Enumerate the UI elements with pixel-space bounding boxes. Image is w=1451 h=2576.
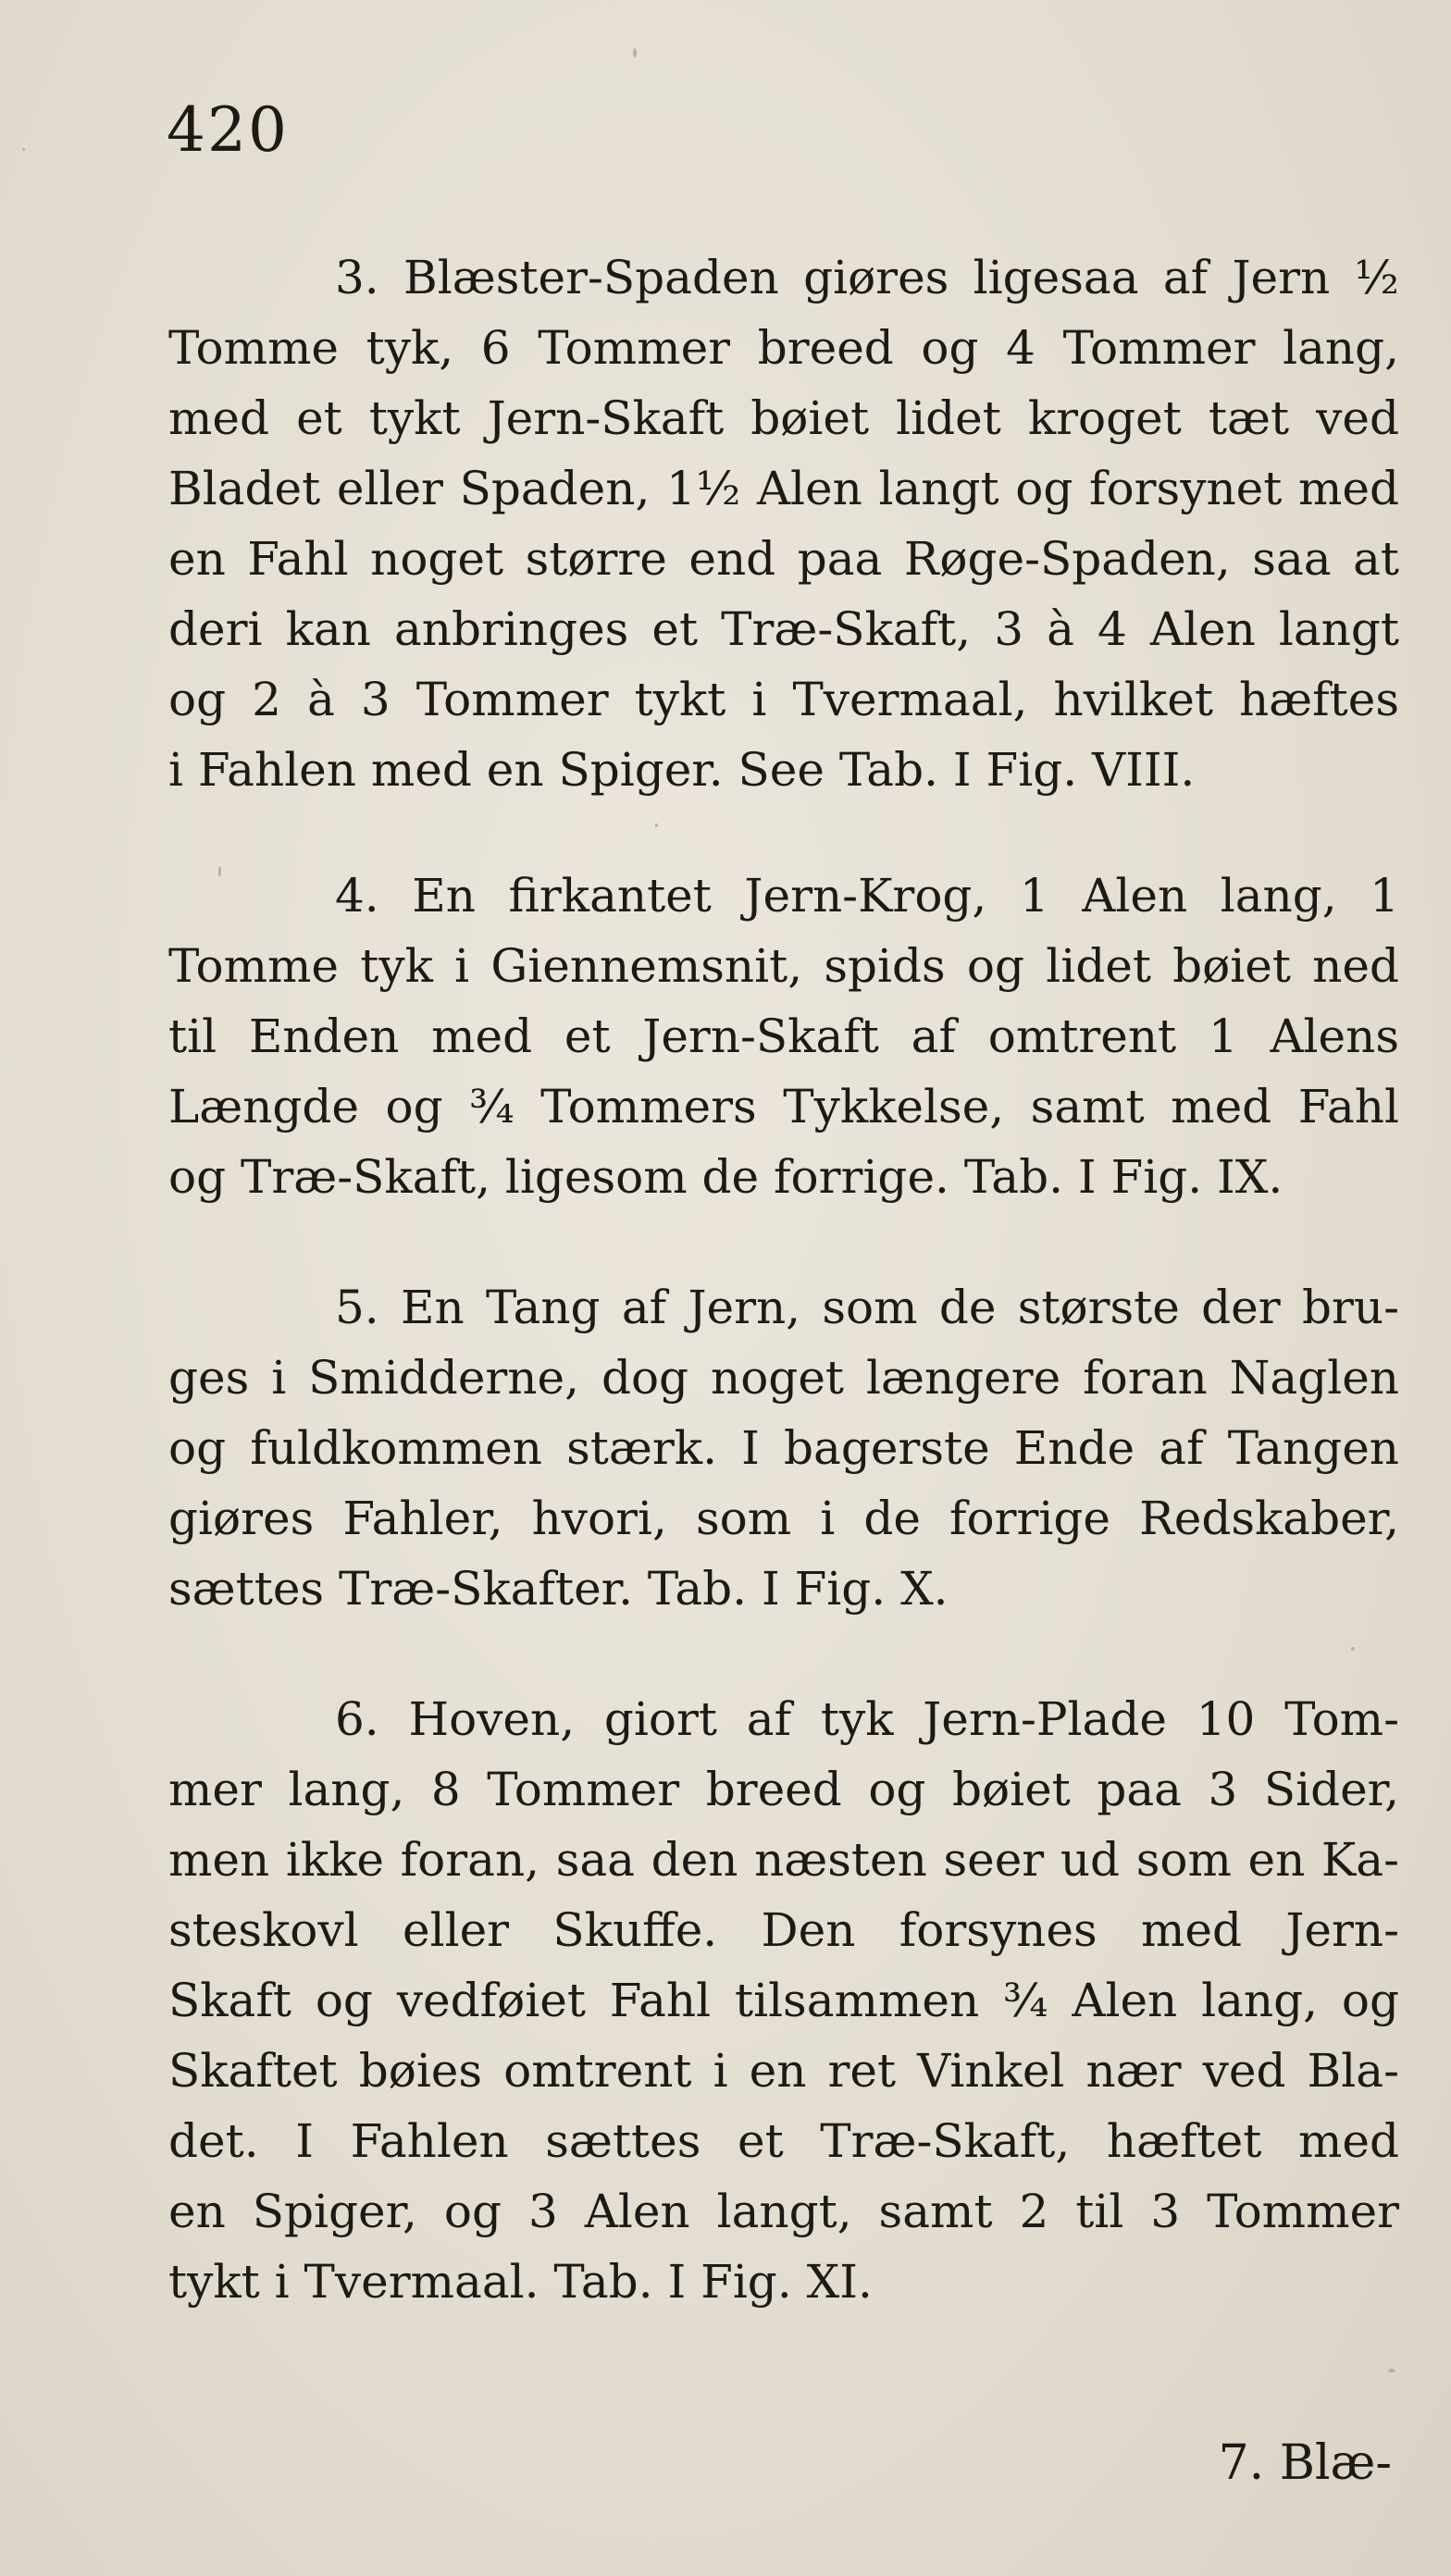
paper-speck	[633, 48, 637, 57]
paper-speck	[1388, 2369, 1395, 2372]
text-line: 6. Hoven, giort af tyk Jern-Plade 10 Tom-	[335, 1692, 1399, 1746]
text-line: en Spiger, og 3 Alen langt, samt 2 til 3 Tommer	[168, 2185, 1399, 2238]
paper-speck	[22, 148, 25, 151]
text-line: steskovl eller Skuffe. Den forsynes med Jern-	[168, 1903, 1399, 1957]
paragraph-6	[168, 1684, 1399, 2317]
text-line: Tomme tyk, 6 Tommer breed og 4 Tommer lang,	[168, 321, 1399, 375]
text-line: det. I Fahlen sættes et Træ-Skaft, hæftet med	[168, 2114, 1399, 2168]
paper-speck	[655, 824, 658, 827]
text-line: ges i Smidderne, dog noget længere foran Naglen	[168, 1351, 1399, 1405]
text-line: Tomme tyk i Giennemsnit, spids og lidet bøiet ned	[168, 939, 1399, 993]
text-line: i Fahlen med en Spiger. See Tab. I Fig. VIII.	[168, 743, 1196, 797]
text-line: sættes Træ-Skafter. Tab. I Fig. X.	[168, 1562, 949, 1616]
text-line: Længde og ¾ Tommers Tykkelse, samt med Fahl	[168, 1080, 1399, 1133]
page-number: 420	[167, 94, 289, 166]
text-line: en Fahl noget større end paa Røge-Spaden, saa at	[168, 532, 1399, 586]
text-line: giøres Fahler, hvori, som i de forrige Redskaber,	[168, 1492, 1399, 1545]
text-line: 5. En Tang af Jern, som de største der bru-	[335, 1281, 1399, 1334]
text-line: og fuldkommen stærk. I bagerste Ende af Tangen	[168, 1421, 1399, 1475]
text-line: og Træ-Skaft, ligesom de forrige. Tab. I Fig. IX.	[168, 1150, 1284, 1204]
text-line: Skaftet bøies omtrent i en ret Vinkel nær ved Bla-	[168, 2044, 1399, 2098]
catchword: 7. Blæ-	[1218, 2435, 1392, 2491]
text-line: og 2 à 3 Tommer tykt i Tvermaal, hvilket hæftes	[168, 673, 1399, 726]
text-line: men ikke foran, saa den næsten seer ud som en Ka-	[168, 1833, 1399, 1887]
text-line: tykt i Tvermaal. Tab. I Fig. XI.	[168, 2255, 873, 2309]
text-line: 3. Blæster-Spaden giøres ligesaa af Jern ½	[335, 251, 1399, 304]
text-line: Skaft og vedføiet Fahl tilsammen ¾ Alen lang, og	[168, 1974, 1399, 2027]
paper-speck	[1351, 1647, 1355, 1651]
text-line: 4. En firkantet Jern-Krog, 1 Alen lang, 1	[335, 869, 1399, 923]
text-line: mer lang, 8 Tommer breed og bøiet paa 3 Sider,	[168, 1763, 1399, 1816]
text-line: med et tykt Jern-Skaft bøiet lidet kroget tæt ved	[168, 391, 1399, 445]
text-line: Bladet eller Spaden, 1½ Alen langt og forsynet med	[168, 462, 1399, 515]
paragraph-3	[168, 242, 1399, 805]
text-line: deri kan anbringes et Træ-Skaft, 3 à 4 Alen langt	[168, 602, 1399, 656]
paragraph-5	[168, 1272, 1399, 1624]
paragraph-4	[168, 861, 1399, 1212]
text-line: til Enden med et Jern-Skaft af omtrent 1 Alens	[168, 1009, 1399, 1063]
